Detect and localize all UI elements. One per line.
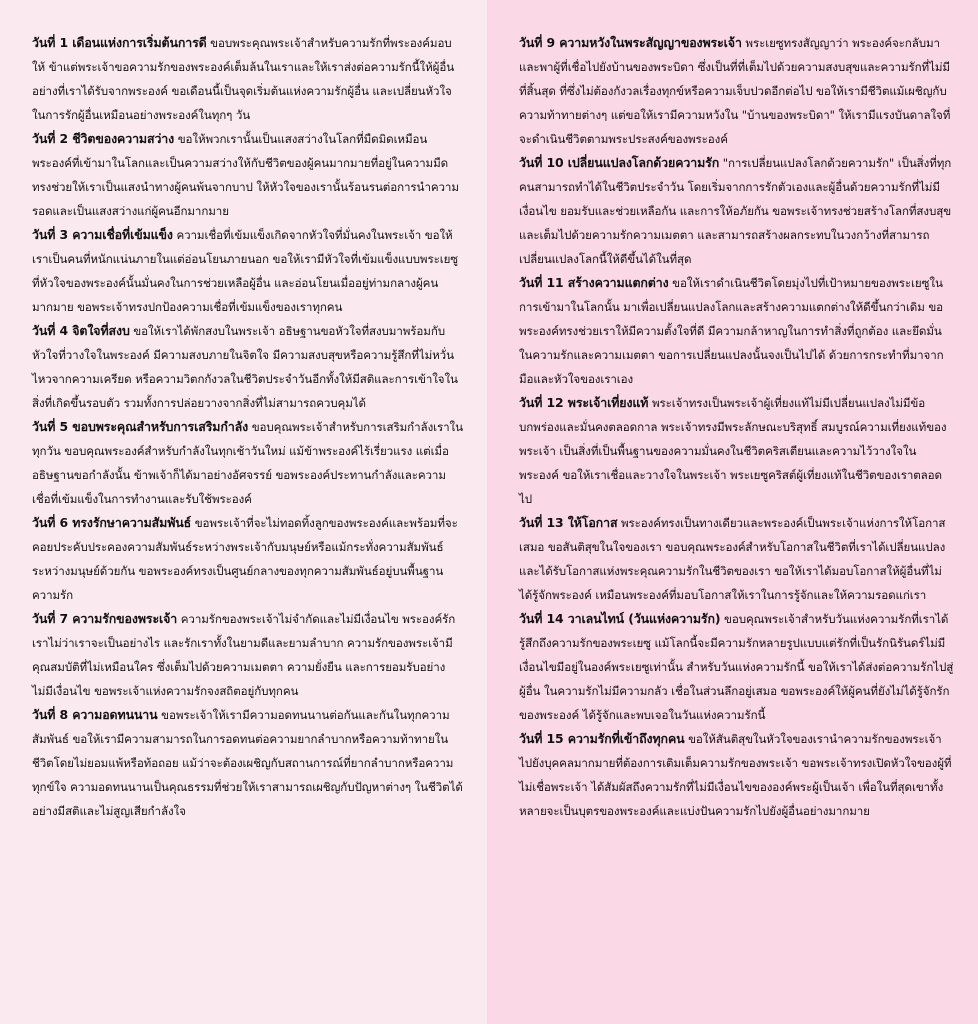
day-entry <box>519 727 954 823</box>
day-body: พระองค์ทรงเป็นทางเดียวและพระองค์เป็นพระเจ้าแห่งการให้โอกาสเสมอ ขอสันติสุขในใจของเรา ขอบคุณพระองค์สำหรับโอกาสในชีวิตที่เราได้เปลี่ยนแปลงและได้รับโอกาสแห่งพระคุณความรักในชีวิตของเรา ขอให้เราได้มอบโอกาสให้ผู้อื่นที่ไม่ได้รู้จักพระองค์ เหมือนพระองค์ที่มอบโอกาสให้เราในการรู้จักและให้ความรอดแก่เรา <box>519 516 946 602</box>
day-body: พระเจ้าทรงเป็นพระเจ้าผู้เที่ยงแท้ไม่มีเปลี่ยนแปลงไม่มีข้อบกพร่องและมั่นคงตลอดกาล พระเจ้าทรงมีพระลักษณะบริสุทธิ์ สมบูรณ์ความเที่ยงแท้ของพระเจ้า เป็นสิ่งที่เป็นพื้นฐานของความมั่นคงในชีวิตคริสเตียนและความไว้วางใจในพระองค์ ขอให้เราเชื่อและวางใจในพระเจ้า พระเยซูคริสต์ผู้เที่ยงแท้ในชีวิตของเราตลอดไป <box>519 396 947 506</box>
day-heading: วันที่ 4 จิตใจที่สงบ <box>32 323 130 338</box>
day-body: ความรักของพระเจ้าไม่จำกัดและไม่มีเงื่อนไข พระองค์รักเราไม่ว่าเราจะเป็นอย่างไร และรักเราทั้งในยามดีและยามลำบาก ความรักของพระเจ้ามีคุณสมบัติที่ไม่เหมือนใคร ซึ่งเต็มไปด้วยความเมตตา ความยั่งยืน และการยอมรับอย่างไม่มีเงื่อนไข ขอพระเจ้าแห่งความรักจงสถิตอยู่กับทุกคน <box>32 612 456 698</box>
day-body: ขอให้เราได้พักสงบในพระเจ้า อธิษฐานขอหัวใจที่สงบมาพร้อมกับหัวใจที่วางใจในพระองค์ มีความสงบภายในจิตใจ มีความสงบสุขหรือความรู้สึกที่ไม่หวั่นไหวจากความเครียด หรือความวิตกกังวลในชีวิตประจำวันอีกทั้งให้มีสติและการเข้าใจในสิ่งที่เกิดขึ้นรอบตัว รวมทั้งการปล่อยวางจากสิ่งที่ไม่สามารถควบคุมได้ <box>32 324 458 410</box>
day-entry <box>32 607 463 703</box>
day-entry <box>32 319 463 415</box>
day-heading: วันที่ 10 เปลี่ยนแปลงโลกด้วยความรัก <box>519 155 720 170</box>
right-column <box>487 0 978 1024</box>
day-body: ขอให้เราดำเนินชีวิตโดยมุ่งไปที่เป้าหมายของพระเยซูในการเข้ามาในโลกนั้น มาเพื่อเปลี่ยนแปลงโลกและสร้างความแตกต่างให้ดีขึ้นกว่าเดิม ขอพระองค์ทรงช่วยเราให้มีความตั้งใจที่ดี มีความกล้าหาญในการทำสิ่งที่ถูกต้อง และยึดมั่นในความรักและความเมตตา ขอการเปลี่ยนแปลงนั้นจงเป็นไปได้ ด้วยการกระทำที่มาจากมือและหัวใจของเราเอง <box>519 276 944 386</box>
day-heading: วันที่ 9 ความหวังในพระสัญญาของพระเจ้า <box>519 35 742 50</box>
day-entry <box>519 391 954 511</box>
day-heading: วันที่ 1 เดือนแห่งการเริ่มต้นการดี <box>32 35 207 50</box>
day-body: ความเชื่อที่เข้มแข็งเกิดจากหัวใจที่มั่นคงในพระเจ้า ขอให้เราเป็นคนที่หนักแน่นภายในแต่อ่อนโยนภายนอก ขอให้เรามีหัวใจที่เข้มแข็งแบบพระเยซูที่หัวใจของพระองค์นั้นมั่นคงในการช่วยเหลือผู้อื่น และอ่อนโยนเมื่ออยู่ท่ามกลางผู้คนมากมาย ขอพระเจ้าทรงปกป้องความเชื่อที่เข้มแข็งของเราทุกคน <box>32 228 459 314</box>
day-entry <box>32 31 463 127</box>
day-heading: วันที่ 14 วาเลนไทน์ (วันแห่งความรัก) <box>519 611 721 626</box>
day-body: ขอบคุณพระเจ้าสำหรับการเสริมกำลังเราในทุกวัน ขอบคุณพระองค์สำหรับกำลังในทุกเช้าวันใหม่ แม้ข้าพระองค์ไร้เรี่ยวแรง แต่เมื่ออธิษฐานขอกำลังนั้น ข้าพเจ้าก็ได้มาอย่างอัศจรรย์ ขอพระองค์ประทานกำลังและความเชื่อที่เข้มแข็งในการทำงานและรับใช้พระองค์ <box>32 420 463 506</box>
day-entry <box>32 127 463 223</box>
day-entry <box>32 511 463 607</box>
day-heading: วันที่ 5 ขอบพระคุณสำหรับการเสริมกำลัง <box>32 419 249 434</box>
day-body: ขอพระเจ้าที่จะไม่ทอดทิ้งลูกของพระองค์และพร้อมที่จะคอยประคับประคองความสัมพันธ์ระหว่างพระเจ้ากับมนุษย์หรือแม้กระทั่งความสัมพันธ์ระหว่างมนุษย์ด้วยกัน ขอพระองค์ทรงเป็นศูนย์กลางของทุกความสัมพันธ์อยู่บนพื้นฐานความรัก <box>32 516 458 602</box>
day-heading: วันที่ 2 ชีวิตของความสว่าง <box>32 131 175 146</box>
day-body: "การเปลี่ยนแปลงโลกด้วยความรัก" เป็นสิ่งที่ทุกคนสามารถทำได้ในชีวิตประจำวัน โดยเริ่มจากการรักตัวเองและผู้อื่นด้วยความรักที่ไม่มีเงื่อนไข ยอมรับและช่วยเหลือกัน และการให้อภัยกัน ขอพระเจ้าทรงช่วยสร้างโลกที่สงบสุขและเต็มไปด้วยความรักความเมตตา และสามารถสร้างผลกระทบในวงกว้างที่สามารถเปลี่ยนแปลงโลกนี้ให้ดีขึ้นได้ในที่สุด <box>519 156 952 266</box>
day-body: ขอบพระคุณพระเจ้าสำหรับความรักที่พระองค์มอบให้ ข้าแต่พระเจ้าขอความรักของพระองค์เต็มล้นในเราและให้เราส่งต่อความรักนี้ให้ผู้อื่นอย่างที่เราได้รับจากพระองค์ ขอเดือนนี้เป็นจุดเริ่มต้นแห่งความรักผู้อื่น และเปลี่ยนหัวใจในการรักผู้อื่นเหมือนอย่างพระองค์ในทุกๆ วัน <box>32 36 455 122</box>
day-body: พระเยซูทรงสัญญาว่า พระองค์จะกลับมาและพาผู้ที่เชื่อไปยังบ้านของพระบิดา ซึ่งเป็นที่ที่เต็มไปด้วยความสงบสุขและความรักที่ไม่มีที่สิ้นสุด ที่ซึ่งไม่ต้องกังวลเรื่องทุกข์หรือความเจ็บปวดอีกต่อไป ขอให้เรามีชีวิตแม้เผชิญกับความท้าทายต่างๆ แต่ขอให้เรามีความหวังใน "บ้านของพระบิดา" ให้เรามีแรงบันดาลใจที่จะดำเนินชีวิตตามพระประสงค์ของพระองค์ <box>519 36 951 146</box>
day-entry <box>519 511 954 607</box>
left-column <box>0 0 487 1024</box>
day-body: ขอให้พวกเรานั้นเป็นแสงสว่างในโลกที่มืดมิดเหมือนพระองค์ที่เข้ามาในโลกและเป็นความสว่างให้กับชีวิตของผู้คนมากมายที่อยู่ในความมืด ทรงช่วยให้เราเป็นแสงนำทางผู้คนพ้นจากบาป ให้หัวใจของเรานั้นร้อนรนต่อการนำความรอดและเป็นแสงสว่างแก่ผู้คนอีกมากมาย <box>32 132 459 218</box>
day-entry <box>519 271 954 391</box>
day-entry <box>32 415 463 511</box>
day-entry <box>519 151 954 271</box>
day-heading: วันที่ 6 ทรงรักษาความสัมพันธ์ <box>32 515 192 530</box>
day-entry <box>32 223 463 319</box>
day-body: ขอให้สันติสุขในหัวใจของเรานำความรักของพระเจ้าไปยังบุคคลมากมายที่ต้องการเติมเต็มความรักของพระเจ้า ขอพระเจ้าทรงเปิดหัวใจของผู้ที่ไม่เชื่อพระเจ้า ได้สัมผัสถึงความรักที่ไม่มีเงื่อนไขขององค์พระผู้เป็นเจ้า เพื่อในที่สุดเขาทั้งหลายจะเป็นบุตรของพระองค์และแบ่งปันความรักไปยังผู้อื่นอย่างมากมาย <box>519 732 952 818</box>
day-heading: วันที่ 11 สร้างความแตกต่าง <box>519 275 669 290</box>
day-heading: วันที่ 7 ความรักของพระเจ้า <box>32 611 178 626</box>
day-heading: วันที่ 3 ความเชื่อที่เข้มแข็ง <box>32 227 173 242</box>
day-heading: วันที่ 8 ความอดทนนาน <box>32 707 158 722</box>
day-entry <box>519 31 954 151</box>
day-body: ขอบคุณพระเจ้าสำหรับวันแห่งความรักที่เราได้รู้สึกถึงความรักของพระเยซู แม้โลกนี้จะมีความรักหลายรูปแบบแต่รักที่เป็นรักนิรันดร์ไม่มีเงื่อนไขมีอยู่ในองค์พระเยซูเท่านั้น สำหรับวันแห่งความรักนี้ ขอให้เราได้ส่งต่อความรักไปสู่ผู้อื่น ในความรักไม่มีความกลัว เชื่อในส่วนลึกอยู่เสมอ ขอพระองค์ให้ผู้คนที่ยังไม่ได้รู้จักรักของพระองค์ ได้รู้จักและพบเจอในวันแห่งความรักนี้ <box>519 612 954 722</box>
day-body: ขอพระเจ้าให้เรามีความอดทนนานต่อกันและกันในทุกความสัมพันธ์ ขอให้เรามีความสามารถในการอดทนต่อความยากลำบากหรือความท้าทายในชีวิตโดยไม่ยอมแพ้หรือท้อถอย แม้ว่าจะต้องเผชิญกับสถานการณ์ที่ยากลำบากหรือความทุกข์ใจ ความอดทนนานเป็นคุณธรรมที่ช่วยให้เราสามารถเผชิญกับปัญหาต่างๆ ในชีวิตได้อย่างมีสติและไม่สูญเสียกำลังใจ <box>32 708 463 818</box>
day-heading: วันที่ 15 ความรักที่เข้าถึงทุกคน <box>519 731 685 746</box>
day-entry <box>32 703 463 823</box>
day-entry <box>519 607 954 727</box>
day-heading: วันที่ 12 พระเจ้าเที่ยงแท้ <box>519 395 649 410</box>
day-heading: วันที่ 13 ให้โอกาส <box>519 515 618 530</box>
